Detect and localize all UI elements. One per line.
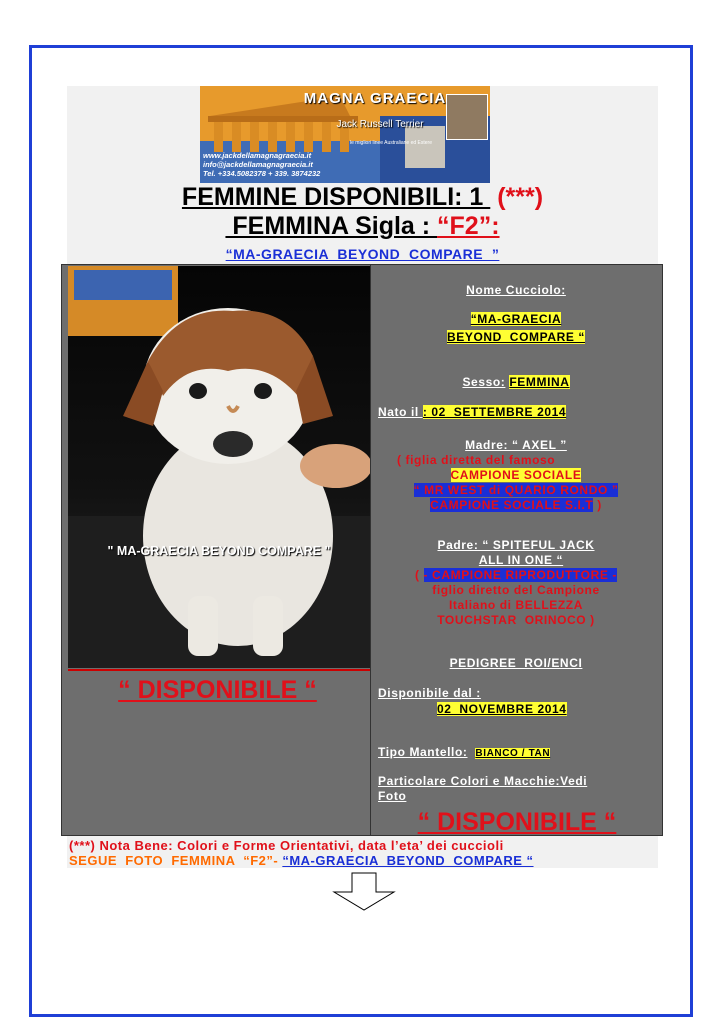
- name-value-line2: BEYOND COMPARE “: [447, 330, 585, 344]
- father-line1: - CAMPIONE RIPRODUTTORE -: [423, 568, 617, 582]
- born-value: : 02 SETTEMBRE 2014: [422, 405, 567, 419]
- note-disclaimer: (***) Nota Bene: Colori e Forme Orientativi, data l’eta’ dei cuccioli: [69, 838, 504, 853]
- father-label-line2: ALL IN ONE “: [478, 553, 564, 567]
- banner-phone: Tel. +334.5082378 + 339. 3874232: [203, 169, 321, 178]
- note-next-photo: [69, 853, 534, 868]
- title-female-code: “F2”:: [437, 212, 500, 240]
- title-available-count: FEMMINE DISPONIBILI: 1: [181, 183, 491, 211]
- colors-label-line1: Particolare Colori e Macchie:Vedi: [378, 774, 588, 788]
- name-label: Nome Cucciolo:: [466, 283, 566, 297]
- father-line3: Italiano di BELLEZZA: [449, 598, 583, 612]
- mother-line4: CAMPIONE SOCIALE S.I.T: [430, 498, 594, 512]
- born-label: Nato il: [378, 405, 423, 419]
- pedigree-label: PEDIGREE ROI/ENCI: [449, 656, 583, 670]
- page-title: [0, 183, 725, 212]
- puppy-illustration: [68, 266, 370, 668]
- mother-line3: “ MR WEST di QUARIO RONDO ”: [413, 483, 619, 497]
- sex-label: Sesso:: [462, 375, 506, 389]
- available-from-value: 02 NOVEMBRE 2014: [437, 702, 567, 716]
- banner-tagline: le migliori linee Australiane ed Estere: [350, 140, 432, 146]
- title-asterisks: (***): [490, 183, 544, 211]
- coat-value: BIANCO / TAN: [475, 748, 551, 759]
- father-label-line1: Padre: “ SPITEFUL JACK: [437, 538, 595, 552]
- mother-line4-end: ): [593, 498, 602, 512]
- note-next-photo-label: SEGUE FOTO FEMMINA “F2”-: [69, 853, 283, 868]
- title-female-code-label: FEMMINA Sigla :: [225, 212, 438, 240]
- page-subtitle: [0, 212, 725, 241]
- photo-divider: [68, 669, 370, 671]
- sex-value: FEMMINA: [509, 375, 570, 389]
- colors-label-line2: Foto: [378, 789, 407, 803]
- father-line4: TOUCHSTAR ORINOCO ): [437, 613, 595, 627]
- banner-title: MAGNA GRAECIA: [303, 90, 447, 107]
- mother-line1: ( figlia diretta del famoso: [397, 453, 556, 467]
- father-line1-open: (: [415, 568, 424, 582]
- status-available-left: “ DISPONIBILE “: [118, 676, 317, 704]
- puppy-name-heading: “MA-GRAECIA BEYOND COMPARE ”: [225, 246, 500, 262]
- banner-subtitle: Jack Russell Terrier: [336, 119, 424, 130]
- banner-dog-photo-2: [405, 126, 445, 168]
- mother-label: Madre: “ AXEL ”: [465, 438, 567, 452]
- coat-label: Tipo Mantello:: [378, 745, 468, 759]
- status-available-right: “ DISPONIBILE “: [417, 808, 617, 836]
- father-line2: figlio diretto del Campione: [432, 583, 600, 597]
- banner-email[interactable]: info@jackdellamagnagraecia.it: [203, 160, 313, 169]
- banner-contacts: [203, 151, 320, 178]
- available-from-label: Disponibile dal :: [378, 686, 481, 700]
- note-next-photo-name: “MA-GRAECIA BEYOND COMPARE “: [282, 853, 534, 868]
- down-arrow-icon: [332, 872, 396, 912]
- photo-caption: " MA-GRAECIA BEYOND COMPARE ": [107, 544, 331, 558]
- puppy-photo: [68, 266, 370, 668]
- banner-website[interactable]: www.jackdellamagnagraecia.it: [203, 151, 312, 160]
- name-value-line1: “MA-GRAECIA: [470, 312, 562, 326]
- mother-line2: CAMPIONE SOCIALE: [450, 468, 582, 482]
- kennel-banner: [200, 86, 490, 183]
